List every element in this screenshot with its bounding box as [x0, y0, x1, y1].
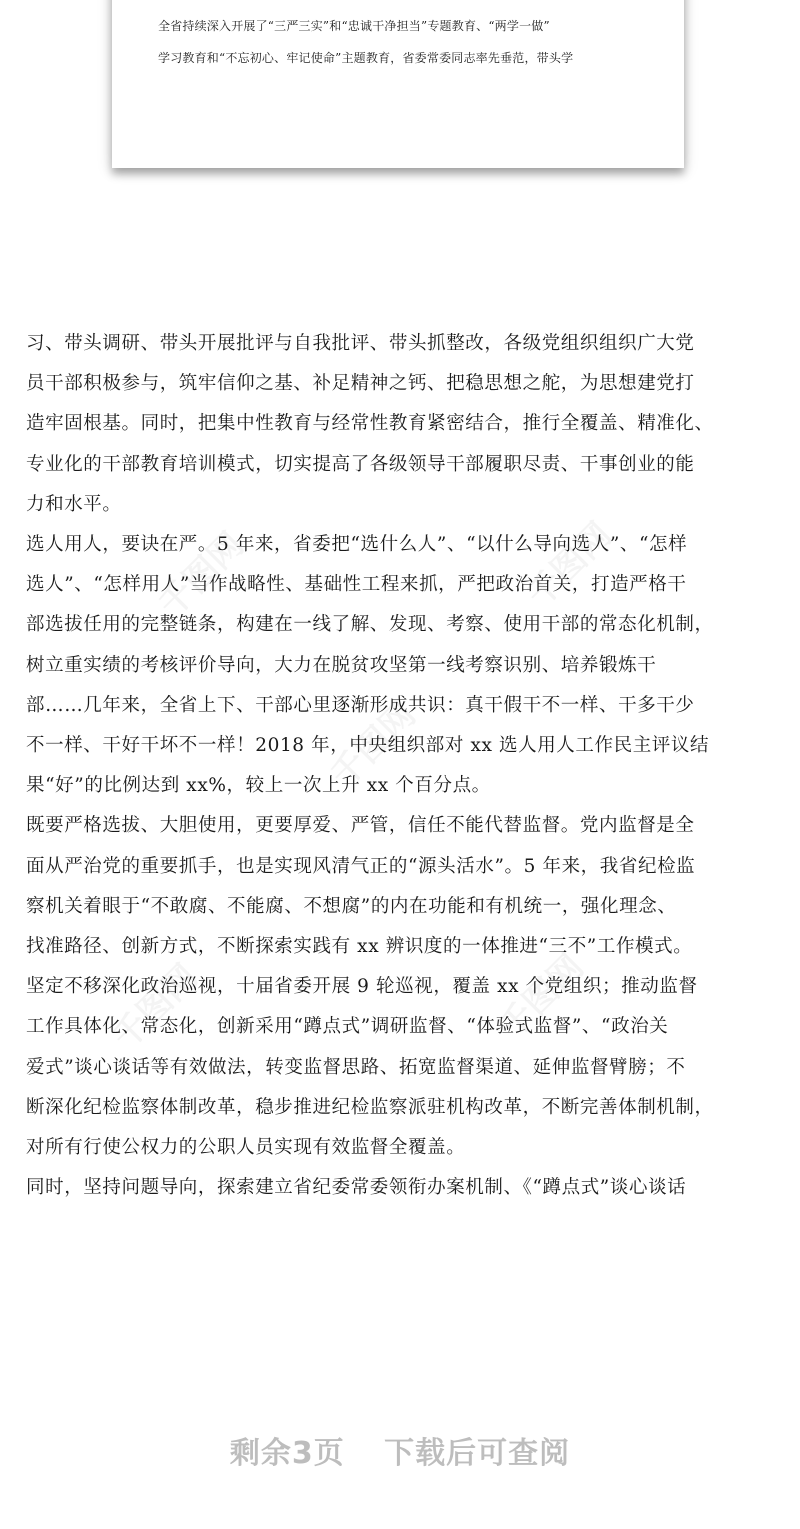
- preview-line: 学习教育和“不忘初心、牢记使命”主题教育，省委常委同志率先垂范，带头学: [158, 51, 574, 65]
- body-line: 既要严格选拔、大胆使用，更要厚爱、严管，信任不能代替监督。党内监督是全: [26, 815, 695, 837]
- document-body: [26, 324, 778, 1208]
- body-line: 部选拔任用的完整链条，构建在一线了解、发现、考察、使用干部的常态化机制，: [26, 614, 714, 636]
- body-line: 造牢固根基。同时，把集中性教育与经常性教育紧密结合，推行全覆盖、精准化、: [26, 413, 714, 435]
- body-line: 专业化的干部教育培训模式，切实提高了各级领导干部履职尽责、干事创业的能: [26, 453, 695, 475]
- download-prompt-banner[interactable]: [0, 1428, 800, 1472]
- remaining-pages-text: 剩余3页: [229, 1436, 345, 1471]
- body-line: 工作具体化、常态化，创新采用“蹲点式”调研监督、“体验式监督”、“政治关: [26, 1016, 669, 1038]
- body-line: 力和水平。: [26, 493, 122, 515]
- body-line: 断深化纪检监察体制改革，稳步推进纪检监察派驻机构改革，不断完善体制机制，: [26, 1096, 714, 1118]
- body-line: 面从严治党的重要抓手，也是实现风清气正的“源头活水”。5 年来，我省纪检监: [26, 855, 696, 877]
- document-preview-card: [112, 0, 684, 168]
- body-line: 选人用人，要诀在严。5 年来，省委把“选什么人”、“以什么导向选人”、“怎样: [26, 534, 688, 556]
- preview-card-text: [158, 10, 644, 74]
- body-line: 坚定不移深化政治巡视，十届省委开展 9 轮巡视，覆盖 xx 个党组织；推动监督: [26, 976, 698, 998]
- body-line: 部……几年来，全省上下、干部心里逐渐形成共识：真干假干不一样、干多干少: [26, 694, 695, 716]
- body-line: 不一样、干好干坏不一样！2018 年，中央组织部对 xx 选人用人工作民主评议结: [26, 735, 710, 757]
- preview-line: 全省持续深入开展了“三严三实”和“忠诚干净担当”专题教育、“两学一做”: [158, 19, 550, 33]
- body-line: 找准路径、创新方式，不断探索实践有 xx 辨识度的一体推进“三不”工作模式。: [26, 936, 693, 958]
- body-line: 选人”、“怎样用人”当作战略性、基础性工程来抓，严把政治首关，打造严格干: [26, 574, 687, 596]
- body-line: 爱式”谈心谈话等有效做法，转变监督思路、拓宽监督渠道、延伸监督臂膀；不: [26, 1056, 686, 1078]
- body-line: 员干部积极参与，筑牢信仰之基、补足精神之钙、把稳思想之舵，为思想建党打: [26, 373, 695, 395]
- body-line: 树立重实绩的考核评价导向，大力在脱贫攻坚第一线考察识别、培养锻炼干: [26, 654, 657, 676]
- download-to-view-text: 下载后可查阅: [384, 1436, 571, 1471]
- body-line: 同时，坚持问题导向，探索建立省纪委常委领衔办案机制、《“蹲点式”谈心谈话: [26, 1177, 687, 1199]
- body-line: 察机关着眼于“不敢腐、不能腐、不想腐”的内在功能和有机统一，强化理念、: [26, 895, 677, 917]
- body-line: 习、带头调研、带头开展批评与自我批评、带头抓整改，各级党组织组织广大党: [26, 333, 695, 354]
- body-line: 对所有行使公权力的公职人员实现有效监督全覆盖。: [26, 1137, 466, 1159]
- body-line: 果“好”的比例达到 xx%，较上一次上升 xx 个百分点。: [26, 775, 491, 797]
